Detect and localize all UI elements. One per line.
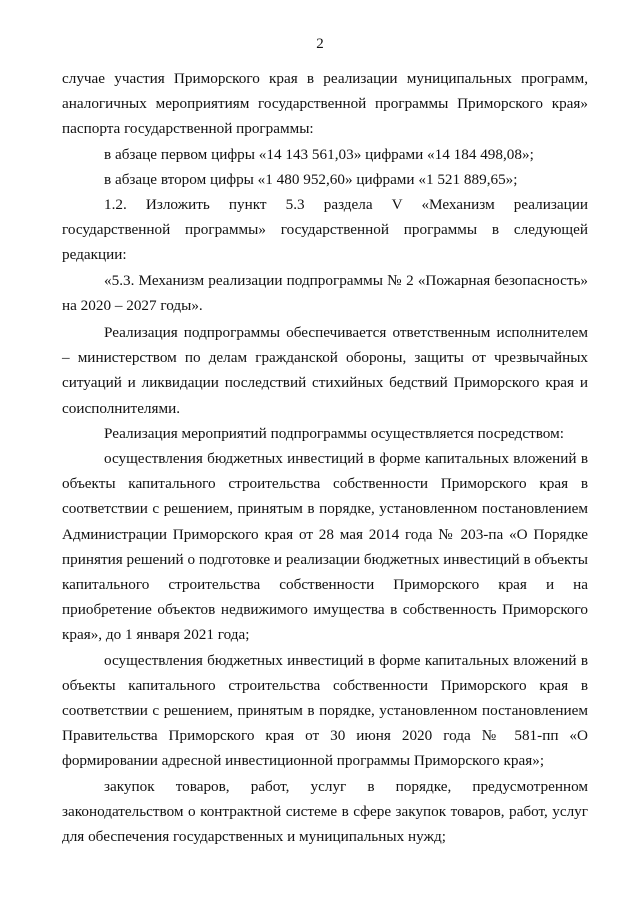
- paragraph-section-5-3-title: «5.3. Механизм реализации подпрограммы № 2 «Пожарная безопасность» на 2020 – 2027 годы».: [62, 271, 588, 314]
- paragraph-investments-until-2021: осуществления бюджетных инвестиций в форме капитальных вложений в объекты капитального строительства собственности Приморского края в соответствии с решением, принятым в порядке, установленном постановлением Администрации Приморского края от 28 мая 2014 года № 203-па «О Порядке принятия решений о подготовке и реализации бюджетных инвестиций в объекты капитального строительства собственности Приморского края и на приобретение объектов недвижимого имущества в собственность Приморского края», до 1 января 2021 года;: [62, 450, 588, 644]
- paragraph-procurement: закупок товаров, работ, услуг в порядке, предусмотренном законодательством о контрактной системе в сфере закупок товаров, работ, услуг для обеспечения государственных и муниципальных нужд;: [62, 777, 588, 846]
- paragraph-continuation: случае участия Приморского края в реализации муниципальных программ, аналогичных мероприятиям государственной программы Приморского края» паспорта государственной программы:: [62, 70, 588, 138]
- page-number: 2: [316, 36, 324, 52]
- paragraph-item-1-2: 1.2. Изложить пункт 5.3 раздела V «Механизм реализации государственной программы» государственной программы в следующей редакции:: [62, 196, 588, 264]
- paragraph-implementation-means: Реализация мероприятий подпрограммы осуществляется посредством:: [104, 424, 564, 442]
- paragraph-investments-581-pp: осуществления бюджетных инвестиций в форме капитальных вложений в объекты капитального строительства собственности Приморского края в соответствии с решением, принятым в порядке, установленном постановлением Правительства Приморского края от 30 июня 2020 года № 581-пп «О формировании адресной инвестиционной программы Приморского края»;: [62, 651, 588, 770]
- document-body: [62, 66, 588, 849]
- paragraph-first-abzac-change: в абзаце первом цифры «14 143 561,03» цифрами «14 184 498,08»;: [104, 145, 534, 163]
- paragraph-second-abzac-change: в абзаце втором цифры «1 480 952,60» цифрами «1 521 889,65»;: [104, 170, 518, 188]
- paragraph-responsible-executor: Реализация подпрограммы обеспечивается ответственным исполнителем – министерством по делам гражданской обороны, защиты от чрезвычайных ситуаций и ликвидации последствий стихийных бедствий Приморского края и соисполнителями.: [62, 324, 588, 417]
